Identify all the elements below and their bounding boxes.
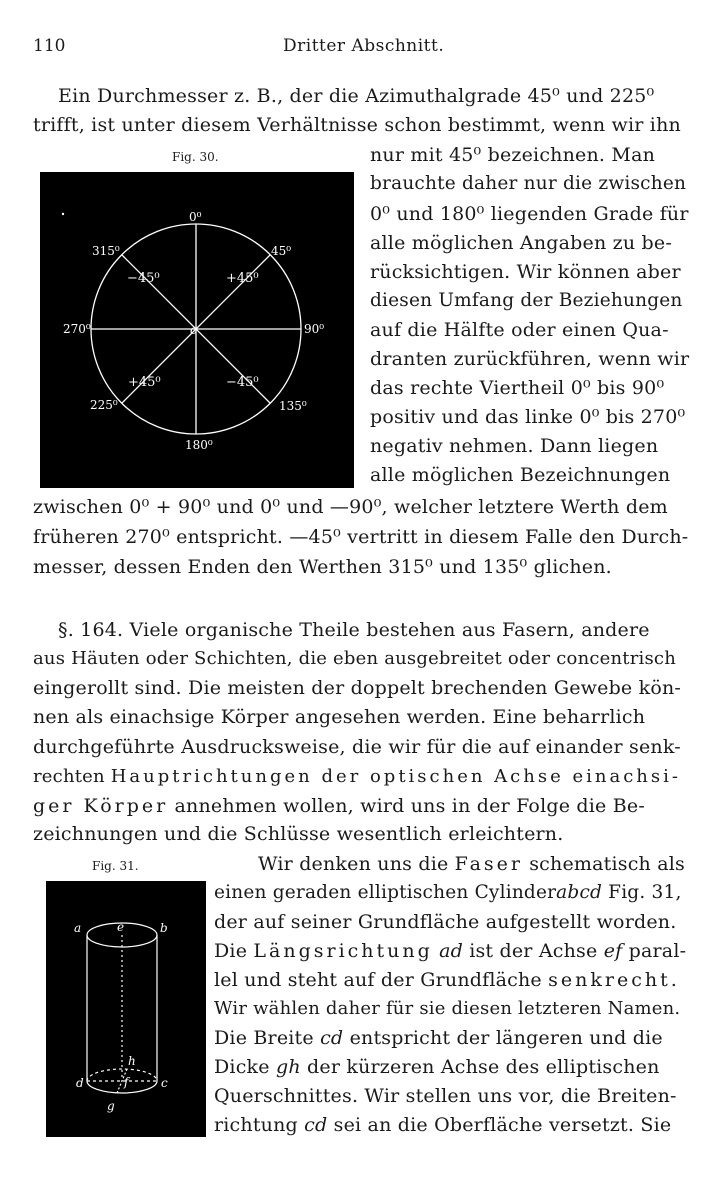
- text-line: messer, dessen Enden den Werthen 315⁰ und 135⁰ glichen.: [33, 556, 612, 578]
- text-line: [214, 939, 686, 963]
- spaced-term: Längsrichtung: [253, 940, 433, 962]
- text-span: annehmen wollen, wird uns in der Folge die Be-: [174, 795, 645, 817]
- running-title: Dritter Abschnitt.: [283, 36, 445, 56]
- text-line: Wir wählen daher für sie diesen letzteren Namen.: [214, 998, 681, 1019]
- text-span: einen geraden elliptischen Cylinder: [214, 882, 557, 903]
- text-span: Viele organische Theile bestehen aus Fasern, andere: [129, 619, 650, 641]
- text-span: der kürzeren Achse des elliptischen: [307, 1056, 660, 1078]
- figure-31-caption: Fig. 31.: [92, 859, 139, 873]
- text-line: trifft, ist unter diesem Verhältnisse schon bestimmt, wenn wir ihn: [33, 114, 681, 136]
- cylinder-bottom-front: [87, 1081, 157, 1093]
- label-quadrant-ne: +45⁰: [226, 271, 259, 286]
- label-h: h: [128, 1054, 136, 1068]
- text-line: eingerollt sind. Die meisten der doppelt brechenden Gewebe kön-: [33, 677, 682, 699]
- spaced-term: Faser: [454, 853, 523, 875]
- label-g: g: [107, 1099, 115, 1113]
- text-span: lel und steht auf der Grundfläche: [214, 969, 542, 991]
- text-line: negativ nehmen. Dann liegen: [370, 435, 659, 457]
- text-line: aus Häuten oder Schichten, die eben ausgebreitet oder concentrisch: [33, 648, 676, 669]
- label-quadrant-nw: −45⁰: [127, 271, 160, 286]
- text-span: rechten: [33, 766, 105, 787]
- text-line: brauchte daher nur die zwischen: [370, 173, 687, 194]
- figure-30-caption: Fig. 30.: [172, 150, 219, 164]
- label-e: e: [117, 920, 125, 934]
- italic-symbol: cd: [304, 1114, 328, 1136]
- label-135: 135⁰: [279, 399, 307, 413]
- text-span: schematisch als: [529, 853, 685, 875]
- spaced-term: ger Körper: [33, 795, 169, 817]
- label-center: c: [190, 323, 197, 337]
- text-line: [58, 618, 650, 642]
- spaced-term: senkrecht.: [548, 969, 680, 991]
- text-line: diesen Umfang der Beziehungen: [370, 290, 683, 311]
- italic-symbol: gh: [275, 1056, 301, 1078]
- text-line: alle möglichen Bezeichnungen: [370, 464, 671, 486]
- label-d: d: [76, 1076, 84, 1090]
- text-line: zwischen 0⁰ + 90⁰ und 0⁰ und —90⁰, welcher letztere Werth dem: [33, 496, 668, 518]
- text-line: [33, 794, 645, 818]
- section-number: §. 164.: [58, 619, 124, 641]
- italic-symbol: ad: [439, 940, 463, 962]
- text-line: [214, 968, 680, 992]
- text-line: [33, 765, 681, 789]
- text-line: alle möglichen Angaben zu be-: [370, 232, 672, 254]
- text-line: [214, 1055, 660, 1079]
- text-span: sei an die Oberfläche versetzt. Sie: [333, 1114, 672, 1136]
- text-span: Fig. 31,: [608, 882, 682, 903]
- text-line: Ein Durchmesser z. B., der die Azimuthalgrade 45⁰ und 225⁰: [58, 85, 655, 107]
- label-quadrant-se: −45⁰: [226, 375, 259, 390]
- text-span: entspricht der längeren und die: [349, 1027, 663, 1049]
- label-270: 270⁰: [63, 322, 91, 336]
- label-45: 45⁰: [271, 244, 292, 258]
- italic-symbol: cd: [320, 1027, 344, 1049]
- figure-31-cylinder-diagram: [46, 881, 206, 1137]
- text-line: [214, 1113, 671, 1137]
- italic-symbol: ef: [603, 940, 623, 962]
- text-line: rücksichtigen. Wir können aber: [370, 261, 681, 283]
- label-c: c: [161, 1076, 168, 1090]
- italic-symbol: abcd: [556, 882, 603, 903]
- page-number: 110: [33, 36, 66, 56]
- label-quadrant-sw: +45⁰: [128, 375, 161, 390]
- text-line: [214, 1026, 663, 1050]
- text-line: dranten zurückführen, wenn wir: [370, 348, 690, 370]
- text-span: richtung: [214, 1114, 298, 1136]
- label-225: 225⁰: [90, 398, 118, 412]
- text-line: positiv und das linke 0⁰ bis 270⁰: [370, 406, 686, 428]
- text-line: durchgeführte Ausdrucksweise, die wir für die auf einander senk-: [33, 736, 681, 758]
- text-line: nen als einachsige Körper angesehen werden. Eine beharrlich: [33, 706, 646, 728]
- label-f: f: [124, 1075, 129, 1089]
- label-315: 315⁰: [92, 244, 120, 258]
- text-line: Querschnittes. Wir stellen uns vor, die Breiten-: [214, 1085, 677, 1107]
- speck: [62, 213, 64, 215]
- label-90: 90⁰: [304, 322, 325, 336]
- label-a: a: [74, 921, 82, 935]
- text-span: Dicke: [214, 1056, 270, 1078]
- text-line: [258, 852, 685, 876]
- text-line: zeichnungen und die Schlüsse wesentlich erleichtern.: [33, 823, 564, 845]
- spaced-term: Hauptrichtungen der optischen Achse einachsi-: [110, 766, 681, 787]
- text-line: früheren 270⁰ entspricht. —45⁰ vertritt in diesem Falle den Durch-: [33, 526, 689, 548]
- text-span: paral-: [628, 940, 687, 962]
- text-line: 0⁰ und 180⁰ liegenden Grade für: [370, 203, 689, 225]
- figure-30-circle-diagram: [40, 172, 354, 488]
- text-span: Die: [214, 940, 248, 962]
- text-line: [214, 881, 682, 905]
- text-line: der auf seiner Grundfläche aufgestellt worden.: [214, 911, 677, 933]
- text-line: auf die Hälfte oder einen Qua-: [370, 319, 669, 341]
- label-0: 0⁰: [189, 210, 202, 224]
- text-span: Die Breite: [214, 1027, 314, 1049]
- text-line: nur mit 45⁰ bezeichnen. Man: [370, 144, 656, 166]
- text-span: ist der Achse: [469, 940, 598, 962]
- text-span: Wir denken uns die: [258, 853, 449, 875]
- label-b: b: [160, 921, 168, 935]
- text-line: das rechte Viertheil 0⁰ bis 90⁰: [370, 377, 665, 399]
- label-180: 180⁰: [185, 438, 213, 452]
